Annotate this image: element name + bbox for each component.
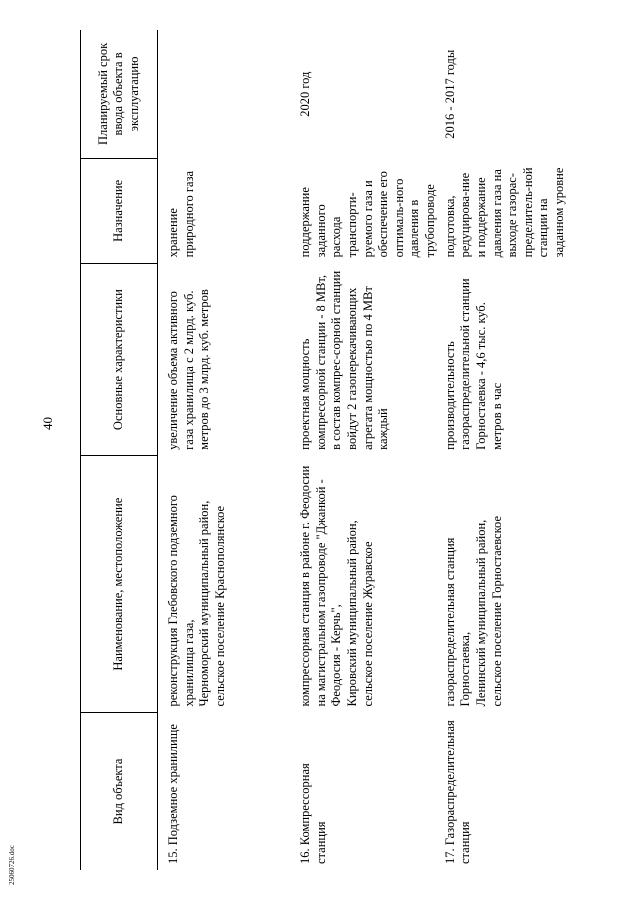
header-name: Наименование, местоположение [81,456,158,713]
cell-type: 15. Подземное хранилище [166,724,180,864]
cell-name: реконструкция Глебовского подземного хранилища газа, Черноморский муниципальный район, сельское поселение Краснополянское [166,495,227,707]
cell-name: газораспределительная станция Горностаевка, Ленинский муниципальный район, сельское поселение Горностаевское [442,516,504,707]
table-row [158,30,297,870]
cell-purpose: поддержание заданного расхода транспорти-руемого газа и обеспечение его оптималь-ного давления в трубопроводе [298,171,437,258]
header-characteristics: Основные характеристики [81,263,158,456]
cell-name: компрессорная станция в районе г. Феодосии на магистральном газопроводе "Джанкой - Феодосия - Керчь", Кировский муниципальный район, сельское поселение Журавское [298,465,375,707]
objects-table [80,30,573,870]
table-row [296,30,441,870]
header-type: Вид объекта [81,713,158,871]
cell-term: 2016 - 2017 годы [442,49,457,139]
table-header-row [81,30,158,870]
cell-characteristics: увеличение объема активного газа хранилища с 2 млрд. куб. метров до 3 млрд. куб. метров [166,289,212,450]
header-purpose: Назначение [81,158,158,263]
cell-type: 17. Газораспределительная станция [442,720,473,864]
table-row [441,30,573,870]
cell-term [158,30,297,158]
header-term: Планируемый срок ввода объекта в эксплуатацию [81,30,158,158]
page-number: 40 [40,417,55,430]
cell-term: 2020 год [298,71,312,117]
cell-purpose: подготовка, редуцирова-ние и поддержание давления газа на выходе газорас-пределитель-ной станции на заданном уровне [442,167,566,258]
document-code: 25060726.doc [8,845,16,885]
rotated-table-container [80,30,566,870]
cell-characteristics: производительность газораспределительной станции Горностаевка - 4,6 тыс. куб. метров в час [442,278,504,450]
cell-characteristics: проектная мощность компрессорной станции - 8 МВт, в состав компрес-сорной станции войдут 2 газоперекачивающих агрегата мощностью по 4 МВт каждый [298,270,391,450]
cell-purpose: хранение природного газа [166,170,196,258]
cell-type: 16. Компрессорная станция [298,763,328,864]
